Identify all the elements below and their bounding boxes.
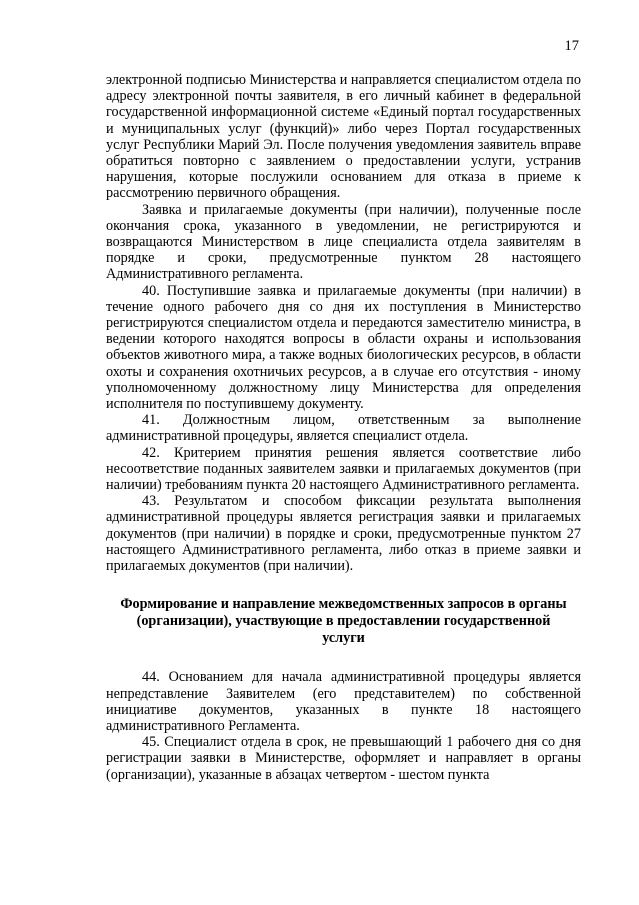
paragraph: электронной подписью Министерства и направляется специалистом отдела по адресу электронной почты заявителя, в его личный кабинет в федеральной государственной информационной системе «Единый портал государственных и муниципальных услуг (функций)» либо через Портал государственных услуг Республики Марий Эл. После получения уведомления заявитель вправе обратиться повторно с заявлением о предоставлении услуги, устранив нарушения, которые послужили основанием для отказа в приеме к рассмотрению первичного обращения. bbox=[106, 72, 581, 202]
paragraph-item-40: 40. Поступившие заявка и прилагаемые документы (при наличии) в течение одного рабочего дня со дня их поступления в Министерство регистрируются специалистом отдела и передаются заместителю министра, в ведении которого находятся вопросы в области охраны и использования объектов животного мира, а также водных биологических ресурсов, в области охоты и сохранения охотничьих ресурсов, а в случае его отсутствия - иному уполномоченному должностному лицу Министерства для определения исполнителя по поступившему документу. bbox=[106, 282, 581, 413]
page-number: 17 bbox=[564, 38, 579, 54]
paragraph-item-41: 41. Должностным лицом, ответственным за выполнение административной процедуры, является специалист отдела. bbox=[106, 412, 581, 445]
paragraph-item-44: 44. Основанием для начала административной процедуры является непредставление Заявителем (его представителем) по собственной инициативе документов, указанных в пункте 18 настоящего административного Регламента. bbox=[106, 669, 581, 734]
paragraph-item-45: 45. Специалист отдела в срок, не превышающий 1 рабочего дня со дня регистрации заявки в Министерстве, оформляет и направляет в органы (организации), указанные в абзацах четвертом - шестом пункта bbox=[106, 734, 581, 783]
paragraph-item-42: 42. Критерием принятия решения является соответствие либо несоответствие поданных заявителем заявки и прилагаемых документов (при наличии) требованиям пункта 20 настоящего Административного регламента. bbox=[106, 444, 581, 494]
paragraph: Заявка и прилагаемые документы (при наличии), полученные после окончания срока, указанного в уведомлении, не регистрируются и возвращаются Министерством в лице специалиста отдела заявителям в порядке и сроки, предусмотренные пунктом 28 настоящего Административного регламента. bbox=[106, 201, 581, 283]
section-heading: Формирование и направление межведомственных запросов в органы (организации), участвующие в предоставлении государственной услуги bbox=[120, 596, 567, 647]
paragraph-item-43: 43. Результатом и способом фиксации результата выполнения административной процедуры является регистрация заявки и прилагаемых документов (при наличии) в порядке и сроки, предусмотренные пунктом 27 настоящего Административного регламента, либо отказ в приеме заявки и прилагаемых документов (при наличии). bbox=[106, 493, 581, 575]
document-body bbox=[106, 72, 581, 783]
